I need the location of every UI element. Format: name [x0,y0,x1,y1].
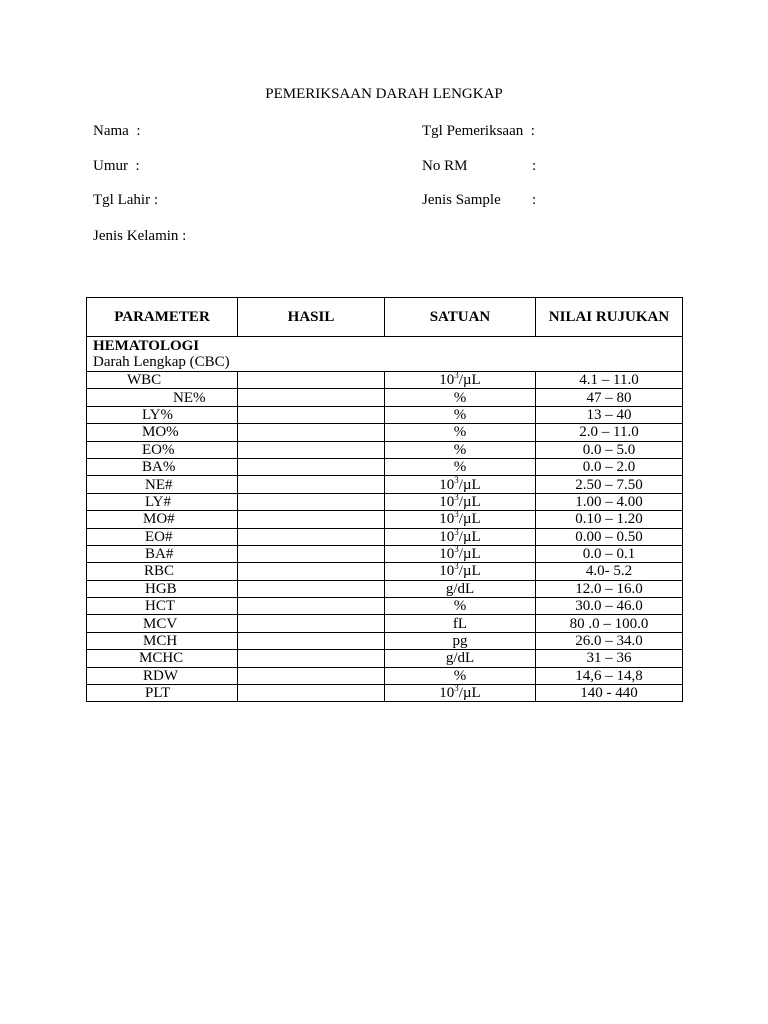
satuan-cell: g/dL [385,580,536,597]
satuan-cell: % [385,667,536,684]
nilai-rujukan-cell: 2.50 – 7.50 [536,476,683,493]
table-row [87,615,683,632]
satuan-cell [385,528,536,545]
hasil-cell[interactable] [238,650,385,667]
param-cell: HGB [87,580,238,597]
satuan-cell [385,372,536,389]
table-row [87,650,683,667]
param-cell: HCT [87,598,238,615]
table-row [87,667,683,684]
table-header-row [87,298,683,337]
jenis-kelamin-label: Jenis Kelamin : [93,228,187,244]
table-row [87,511,683,528]
table-row [87,493,683,510]
unit-exponent: 3 [454,683,459,694]
jenis-sample-label: Jenis Sample [422,192,501,208]
hasil-cell[interactable] [238,476,385,493]
nilai-rujukan-cell: 140 - 440 [536,685,683,702]
unit-base: 10 [439,546,455,563]
param-cell: WBC [87,372,238,389]
satuan-cell [385,545,536,562]
satuan-cell [385,476,536,493]
unit-rest: /µL [458,685,481,702]
hasil-cell[interactable] [238,632,385,649]
satuan-cell: g/dL [385,650,536,667]
nilai-rujukan-cell: 4.1 – 11.0 [536,372,683,389]
hasil-cell[interactable] [238,372,385,389]
lab-results-table [86,297,683,702]
table-row [87,389,683,406]
nilai-rujukan-cell: 0.0 – 2.0 [536,458,683,475]
param-cell: RDW [87,667,238,684]
table-row [87,406,683,423]
unit-exponent: 3 [454,561,459,572]
unit-rest: /µL [458,546,481,563]
nama-label: Nama : [93,123,141,139]
nilai-rujukan-cell: 26.0 – 34.0 [536,632,683,649]
unit-exponent: 3 [454,491,459,502]
table-row [87,424,683,441]
table-row [87,632,683,649]
satuan-cell [385,685,536,702]
unit-base: 10 [439,493,455,510]
no-rm-label: No RM [422,158,468,174]
hasil-cell[interactable] [238,511,385,528]
hasil-cell[interactable] [238,580,385,597]
satuan-cell: pg [385,632,536,649]
param-cell: BA# [87,545,238,562]
satuan-cell [385,493,536,510]
hasil-cell[interactable] [238,493,385,510]
header-parameter: PARAMETER [87,298,238,337]
nilai-rujukan-cell: 0.0 – 0.1 [536,545,683,562]
param-cell: LY# [87,493,238,510]
unit-rest: /µL [458,511,481,528]
nilai-rujukan-cell: 13 – 40 [536,406,683,423]
hasil-cell[interactable] [238,424,385,441]
unit-base: 10 [439,685,455,702]
param-cell: RBC [87,563,238,580]
section-subtitle: Darah Lengkap (CBC) [93,354,230,370]
satuan-cell: % [385,389,536,406]
unit-base: 10 [439,528,455,545]
satuan-cell: % [385,424,536,441]
unit-base: 10 [439,476,455,493]
table-row [87,580,683,597]
nilai-rujukan-cell: 30.0 – 46.0 [536,598,683,615]
table-row [87,441,683,458]
hasil-cell[interactable] [238,441,385,458]
unit-rest: /µL [458,563,481,580]
hasil-cell[interactable] [238,667,385,684]
satuan-cell [385,511,536,528]
table-row [87,458,683,475]
hasil-cell[interactable] [238,545,385,562]
header-nilai-rujukan: NILAI RUJUKAN [536,298,683,337]
nilai-rujukan-cell: 1.00 – 4.00 [536,493,683,510]
table-row [87,476,683,493]
hasil-cell[interactable] [238,615,385,632]
nilai-rujukan-cell: 4.0- 5.2 [536,563,683,580]
header-hasil: HASIL [238,298,385,337]
table-row [87,563,683,580]
jenis-sample-colon: : [532,192,537,208]
unit-exponent: 3 [454,370,459,381]
nilai-rujukan-cell: 12.0 – 16.0 [536,580,683,597]
table-row [87,372,683,389]
satuan-cell: fL [385,615,536,632]
unit-base: 10 [439,372,455,389]
hasil-cell[interactable] [238,528,385,545]
param-cell: MCH [87,632,238,649]
nilai-rujukan-cell: 2.0 – 11.0 [536,424,683,441]
table-row [87,528,683,545]
hasil-cell[interactable] [238,563,385,580]
hasil-cell[interactable] [238,598,385,615]
umur-label: Umur : [93,158,140,174]
unit-base: 10 [439,563,455,580]
param-cell: MCV [87,615,238,632]
page-title: PEMERIKSAAN DARAH LENGKAP [265,86,503,102]
unit-rest: /µL [458,372,481,389]
nilai-rujukan-cell: 31 – 36 [536,650,683,667]
no-rm-colon: : [532,158,537,174]
table-row [87,598,683,615]
unit-rest: /µL [458,476,481,493]
hasil-cell[interactable] [238,685,385,702]
satuan-cell: % [385,406,536,423]
hasil-cell[interactable] [238,389,385,406]
satuan-cell: % [385,458,536,475]
nilai-rujukan-cell: 80 .0 – 100.0 [536,615,683,632]
unit-rest: /µL [458,493,481,510]
unit-exponent: 3 [454,509,459,520]
unit-exponent: 3 [454,526,459,537]
nilai-rujukan-cell: 0.10 – 1.20 [536,511,683,528]
header-satuan: SATUAN [385,298,536,337]
unit-exponent: 3 [454,544,459,555]
satuan-cell: % [385,441,536,458]
param-cell: BA% [87,458,238,475]
table-row [87,685,683,702]
param-cell: EO# [87,528,238,545]
param-cell: PLT [87,685,238,702]
satuan-cell: % [385,598,536,615]
unit-exponent: 3 [454,474,459,485]
nilai-rujukan-cell: 0.0 – 5.0 [536,441,683,458]
nilai-rujukan-cell: 0.00 – 0.50 [536,528,683,545]
unit-rest: /µL [458,528,481,545]
section-title: HEMATOLOGI [93,338,200,354]
param-cell: NE# [87,476,238,493]
tgl-lahir-label: Tgl Lahir : [93,192,158,208]
table-row [87,545,683,562]
param-cell: LY% [87,406,238,423]
param-cell: MO# [87,511,238,528]
param-cell: EO% [87,441,238,458]
hasil-cell[interactable] [238,406,385,423]
hasil-cell[interactable] [238,458,385,475]
param-cell: NE% [87,389,238,406]
nilai-rujukan-cell: 14,6 – 14,8 [536,667,683,684]
nilai-rujukan-cell: 47 – 80 [536,389,683,406]
satuan-cell [385,563,536,580]
param-cell: MO% [87,424,238,441]
tgl-pemeriksaan-label: Tgl Pemeriksaan : [422,123,535,139]
unit-base: 10 [439,511,455,528]
section-row [87,337,683,372]
param-cell: MCHC [87,650,238,667]
